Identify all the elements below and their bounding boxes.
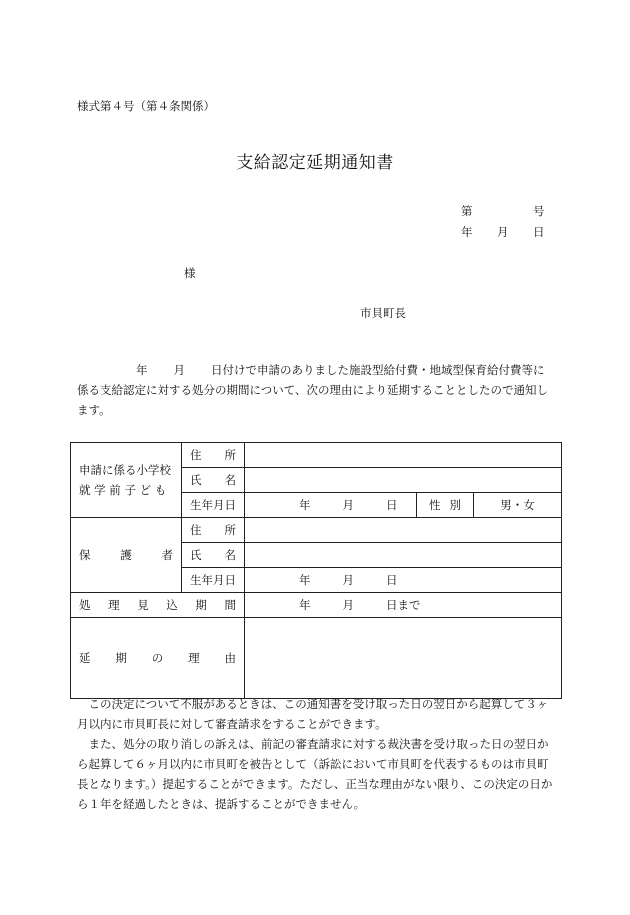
guardian-name-field[interactable] xyxy=(245,543,562,568)
doc-date-month: 月 xyxy=(497,225,509,239)
period-year: 年 xyxy=(299,598,311,612)
guardian-dob-day: 日 xyxy=(386,573,398,587)
issuer-name: 市貝町長 xyxy=(360,306,406,320)
child-dob-month: 月 xyxy=(342,498,354,512)
reason-header-cell: 延 期 の 理 由 xyxy=(71,618,245,699)
gender-value: 男・女 xyxy=(500,498,535,512)
document-date xyxy=(461,224,551,240)
doc-date-day: 日 xyxy=(533,225,545,239)
guardian-dob-year: 年 xyxy=(299,573,311,587)
guardian-dob-field[interactable] xyxy=(245,568,562,593)
child-dob-day: 日 xyxy=(386,498,398,512)
child-header-cell xyxy=(71,443,182,518)
doc-number-prefix: 第 xyxy=(461,204,473,218)
guardian-address-label: 住 所 xyxy=(182,518,245,543)
child-name-field[interactable] xyxy=(245,468,562,493)
child-dob-year: 年 xyxy=(299,498,311,512)
intro-paragraph xyxy=(77,360,555,420)
notice-paragraph-2: また、処分の取り消しの訴えは、前記の審査請求に対する裁決書を受け取った日の翌日から起算して６ヶ月以内に市貝町を被告として（訴訟において市貝町を代表するものは市貝町長となります。）提起することができます。ただし、正当な理由がない限り、この決定の日から１年を経過したときは、提訴することができません。 xyxy=(77,737,553,811)
guardian-header-cell: 保 護 者 xyxy=(71,518,182,593)
period-field[interactable] xyxy=(245,593,562,618)
doc-number-suffix: 号 xyxy=(533,204,545,218)
intro-text: 日付けで申請のありました施設型給付費・地域型保育給付費等に係る支給認定に対する処分の期間について、次の理由により延期することとしたので通知します。 xyxy=(77,363,549,417)
notice-paragraph-1: この決定について不服があるときは、この通知書を受け取った日の翌日から起算して３ヶ月以内に市貝町長に対して審査請求をすることができます。 xyxy=(77,697,549,731)
form-number: 様式第４号（第４条関係） xyxy=(77,99,215,113)
document-title: 支給認定延期通知書 xyxy=(236,153,394,173)
document-number xyxy=(461,203,551,219)
child-header-line1: 申請に係る小学校 xyxy=(79,463,171,477)
period-until: 日まで xyxy=(386,598,421,612)
guardian-address-field[interactable] xyxy=(245,518,562,543)
child-dob-field[interactable] xyxy=(245,493,417,518)
child-address-field[interactable] xyxy=(245,443,562,468)
gender-label: 性 別 xyxy=(417,493,474,518)
period-header-cell: 処 理 見 込 期 間 xyxy=(71,593,245,618)
reason-field[interactable] xyxy=(245,618,562,699)
child-dob-label: 生年月日 xyxy=(182,493,245,518)
application-details-table xyxy=(70,442,562,699)
intro-year: 年 xyxy=(136,363,148,377)
appeal-notice xyxy=(77,694,559,814)
child-address-label: 住 所 xyxy=(182,443,245,468)
gender-field[interactable] xyxy=(474,493,562,518)
doc-date-year: 年 xyxy=(461,225,473,239)
guardian-dob-label: 生年月日 xyxy=(182,568,245,593)
child-header-line2: 就 学 前 子 ど も xyxy=(79,483,167,497)
period-month: 月 xyxy=(342,598,354,612)
guardian-dob-month: 月 xyxy=(342,573,354,587)
guardian-name-label: 氏 名 xyxy=(182,543,245,568)
intro-month: 月 xyxy=(173,363,185,377)
addressee-suffix: 様 xyxy=(184,266,196,280)
child-name-label: 氏 名 xyxy=(182,468,245,493)
